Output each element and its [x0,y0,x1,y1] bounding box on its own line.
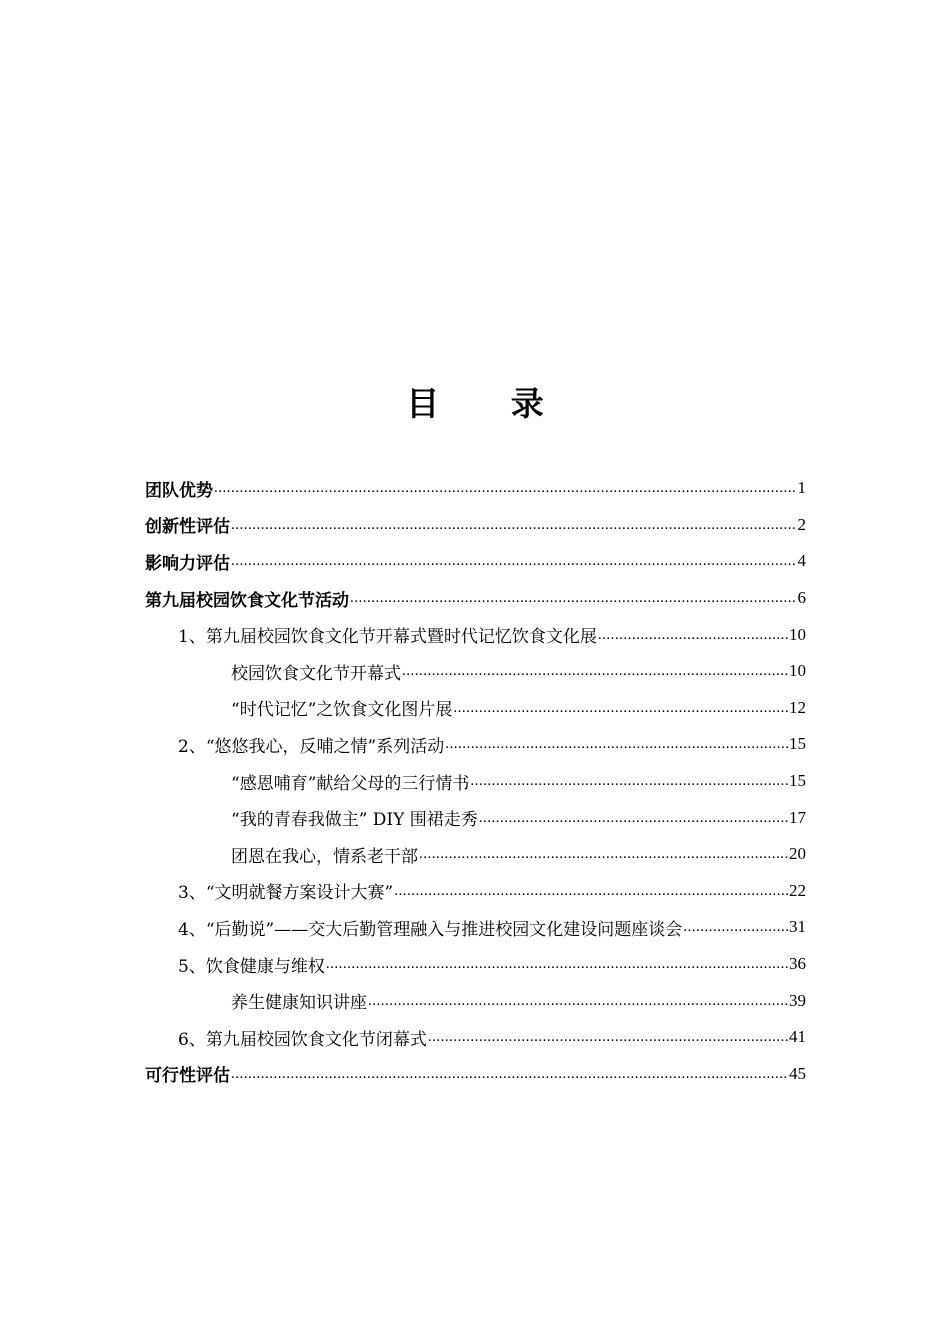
toc-entry-page: 6 [797,588,806,608]
toc-entry[interactable] [145,507,806,544]
toc-entry-label: 6、第九届校园饮食文化节闭幕式 [178,1029,427,1050]
toc-entry-label: 校园饮食文化节开幕式 [231,663,401,684]
toc-leader-dots [470,771,788,791]
toc-entry-page: 22 [789,880,806,900]
toc-leader-dots [428,1027,788,1047]
toc-entry-label: 可行性评估 [145,1066,230,1087]
toc-leader-dots [683,917,788,937]
toc-entry-page: 2 [797,514,806,534]
toc-entry[interactable] [145,873,806,910]
toc-title: 目 录 [406,384,574,423]
toc-leader-dots [368,991,788,1011]
toc-leader-dots [445,734,788,754]
toc-entry[interactable] [145,946,806,983]
toc-entry[interactable] [145,1056,806,1093]
toc-leader-dots [231,1064,788,1084]
toc-entry[interactable] [145,1019,806,1056]
toc-leader-dots [402,661,788,681]
toc-entry-label: 团队优势 [145,480,213,501]
toc-entry-page: 41 [789,1027,806,1047]
toc-entry-label: 1、第九届校园饮食文化节开幕式暨时代记忆饮食文化展 [178,627,597,648]
toc-entry-label: 5、饮食健康与维权 [178,956,325,977]
toc-leader-dots [419,844,788,864]
toc-entry-page: 10 [789,661,806,681]
toc-entry[interactable] [145,543,806,580]
toc-entry-page: 31 [789,917,806,937]
toc-entry-label: 3、“文明就餐方案设计大赛” [178,883,394,904]
toc-leader-dots [394,881,788,901]
toc-leader-dots [350,588,797,608]
toc-entry-page: 15 [789,771,806,791]
toc-entry-page: 36 [789,954,806,974]
toc-entry[interactable] [145,836,806,873]
toc-entry[interactable] [145,580,806,617]
toc-entry[interactable] [145,909,806,946]
toc-entry-page: 12 [789,697,806,717]
toc-entry-page: 4 [797,551,806,571]
toc-leader-dots [453,698,788,718]
toc-leader-dots [479,808,788,828]
toc-entry-label: 养生健康知识讲座 [231,993,367,1014]
toc-entry-page: 39 [789,990,806,1010]
toc-entry-label: 2、“悠悠我心，反哺之情”系列活动 [178,736,445,757]
toc-entry[interactable] [145,982,806,1019]
table-of-contents [145,470,806,1092]
toc-entry[interactable] [145,616,806,653]
toc-entry[interactable] [145,799,806,836]
toc-entry[interactable] [145,726,806,763]
toc-entry-page: 20 [789,844,806,864]
toc-leader-dots [326,954,788,974]
toc-entry[interactable] [145,763,806,800]
toc-entry-label: 创新性评估 [145,517,230,538]
toc-entry-label: “感恩哺育”献给父母的三行情书 [231,773,470,794]
toc-leader-dots [231,515,797,535]
toc-entry[interactable] [145,653,806,690]
toc-entry-label: 影响力评估 [145,553,230,574]
toc-entry-page: 17 [789,807,806,827]
toc-entry-label: “我的青春我做主” DIY 围裙走秀 [231,810,478,831]
toc-entry[interactable] [145,470,806,507]
toc-leader-dots [598,625,788,645]
toc-entry-label: “时代记忆”之饮食文化图片展 [231,700,453,721]
toc-entry-label: 团恩在我心，情系老干部 [231,846,418,867]
toc-entry-label: 4、“后勤说”——交大后勤管理融入与推进校园文化建设问题座谈会 [178,919,683,940]
toc-leader-dots [231,551,797,571]
toc-entry-page: 45 [789,1063,806,1083]
toc-entry-page: 1 [797,478,806,498]
toc-entry[interactable] [145,690,806,727]
toc-entry-page: 15 [789,734,806,754]
toc-entry-page: 10 [789,624,806,644]
toc-leader-dots [214,478,797,498]
toc-entry-label: 第九届校园饮食文化节活动 [145,590,349,611]
